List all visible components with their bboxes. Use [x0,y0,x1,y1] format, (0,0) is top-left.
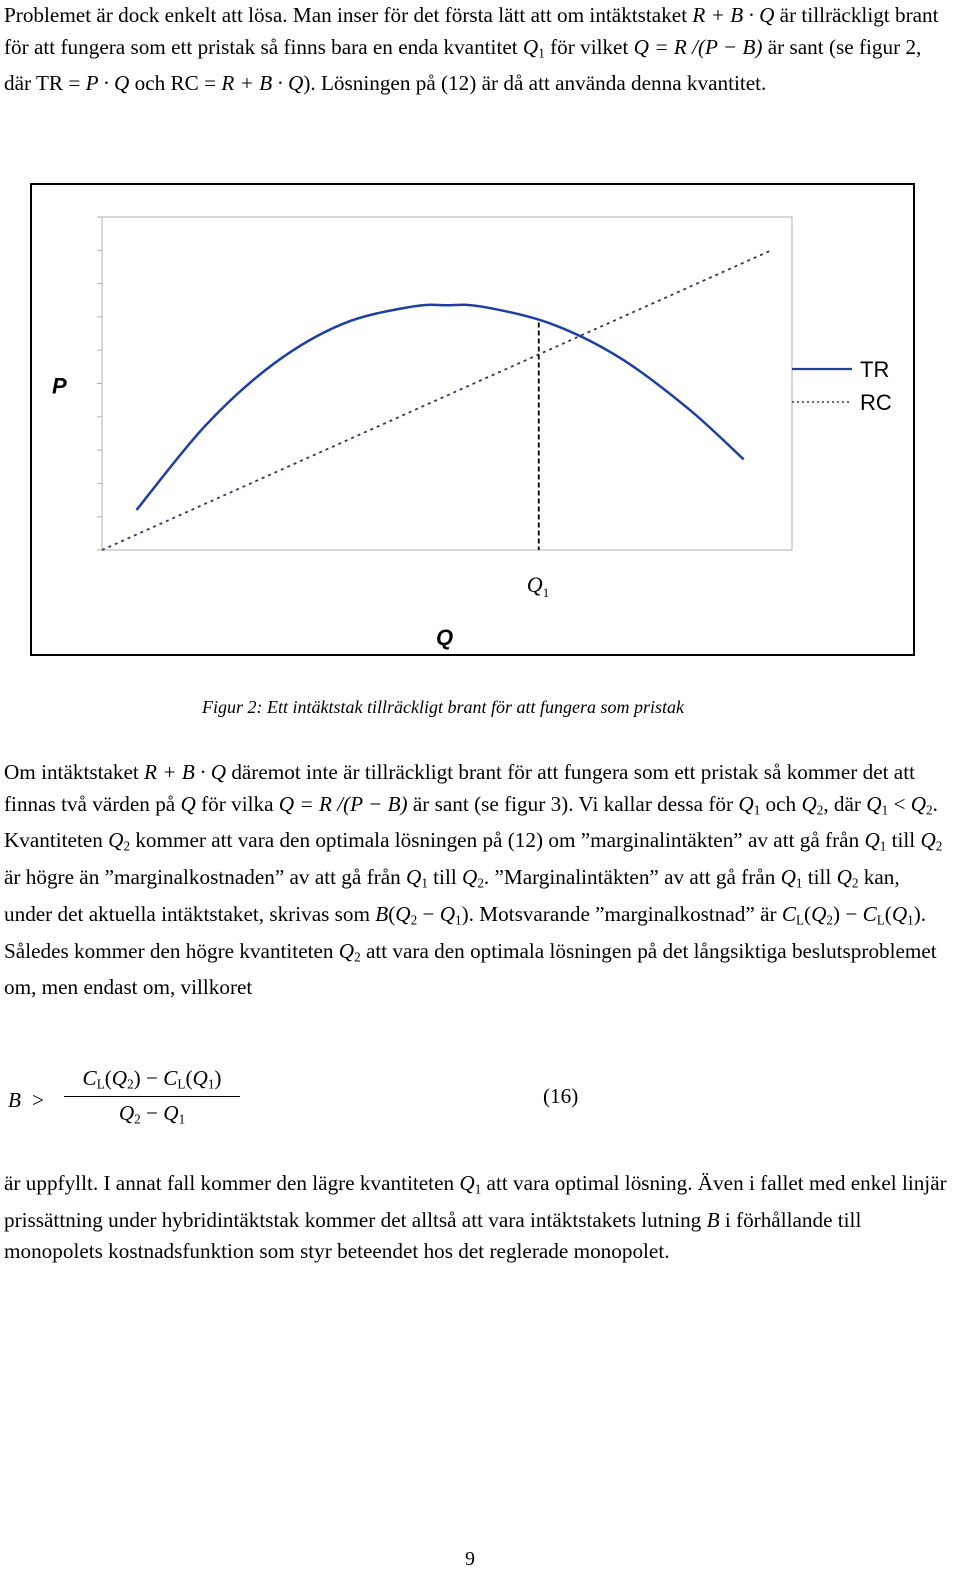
equation-denominator [64,1097,240,1127]
text-run: ). Motsvarande ”marginalkostnad” är [461,901,782,926]
series-rc-line [102,250,771,550]
subscript: 2 [123,838,131,854]
math-symbol: Q = R /(P − B) [278,791,408,816]
text-run: . Kvantiteten [4,791,938,853]
equation-number: (16) [543,1084,579,1108]
math-symbol: B [706,1207,720,1232]
math-symbol: Q [108,828,124,853]
subscript: 2 [134,1111,141,1127]
text-run: till [886,828,921,853]
subscript: 2 [826,912,833,928]
text-run: ( [185,1066,193,1090]
text-run: ) [214,1066,222,1090]
page-number: 9 [465,1548,475,1570]
math-symbol: R + B · Q [144,760,227,784]
text-run: ( [104,1066,112,1090]
paragraph-intro [4,0,952,100]
text-run: är sant (se figur 2, där TR = [4,34,922,96]
text-run: i förhållande till monopolets kostnadsfunktion som styr beteendet hos det reglerade monopolet. [4,1207,862,1264]
math-symbol: Q [111,1066,128,1090]
subscript: 2 [477,875,484,891]
q1-subscript: 1 [542,585,550,600]
text-run: Problemet är dock enkelt att lösa. Man inser för det första lätt att om intäktstaket [4,3,693,27]
math-symbol: Q [406,865,422,890]
text-run: ). Lösningen på (12) är då att använda denna kvantitet. [303,71,767,96]
figure-2-chart [30,183,915,656]
math-symbol: Q [920,828,936,853]
paragraph-conclusion [4,1168,952,1268]
math-symbol: Q [522,34,539,59]
subscript: 2 [354,948,361,964]
text-run: är sant (se figur 3). Vi kallar dessa för [407,791,739,816]
math-symbol: C [781,901,796,926]
math-symbol: Q [836,865,852,890]
math-symbol: Q [801,791,817,816]
subscript: 1 [207,1076,215,1092]
math-symbol: Q [738,791,754,816]
subscript: 1 [879,838,887,854]
text-run: , där [823,791,867,816]
math-symbol: Q [780,865,796,890]
text-run: däremot inte är tillräckligt brant för att fungera som ett pristak så kommer det att finnas två värden på [4,760,915,816]
text-run: . ”Marginalintäkten” av att gå från [483,865,781,890]
text-run: att vara den optimala lösningen på det långsiktiga beslutsproblemet om, men endast om, villkoret [4,938,937,1000]
text-run: ( [884,901,892,926]
text-run: ( [388,901,396,926]
text-run: för vilket [544,34,634,59]
subscript: 1 [421,875,428,891]
legend-label: TR [860,357,890,382]
subscript: 2 [816,801,824,817]
math-symbol: Q [180,791,196,816]
text-run: kommer att vara den optimala lösningen på (12) om ”marginalintäkten” av att gå från [130,828,865,853]
text-run: är uppfyllt. I annat fall kommer den lägre kvantiteten [4,1171,460,1195]
q1-label: Q [526,572,543,597]
text-run: < [888,791,911,816]
figure-caption: Figur 2: Ett intäktstak tillräckligt brant för att fungera som pristak [202,697,684,717]
math-symbol: Q [395,901,411,926]
chart-svg [32,185,913,654]
subscript: 1 [795,875,803,891]
equation-fraction [64,1066,240,1128]
math-symbol: Q [439,901,456,926]
math-symbol: Q [118,1101,135,1126]
subscript: 1 [538,44,545,60]
math-symbol: R + B · Q [692,3,775,27]
math-symbol: Q [459,1171,475,1195]
math-symbol: C [163,1066,178,1090]
math-symbol: Q [864,828,880,853]
subscript: 2 [410,912,418,928]
subscript: 1 [753,801,761,817]
subscript: 2 [926,801,933,817]
text-run: till [427,865,463,890]
subscript: L [796,912,805,928]
text-run: att vara optimal lösning. Även i fallet med enkel linjär prissättning under hybridintäktstak kommer det alltså att vara intäktstakets lutning [4,1171,947,1232]
text-run: och RC = [129,71,222,96]
series-tr-line [137,305,744,510]
equation-lhs: B [8,1088,21,1112]
math-symbol: C [862,901,877,926]
paragraph-two-quantities [4,757,952,1004]
subscript: 2 [851,875,859,891]
math-symbol: Q [192,1066,208,1090]
plot-area [102,217,792,550]
math-symbol: Q [338,938,355,963]
subscript: 1 [455,912,462,928]
text-run: ) − [832,901,863,926]
equation-relation: > [32,1088,44,1112]
text-run: − [417,901,440,926]
equation-numerator [64,1066,240,1097]
math-symbol: Q [811,901,827,926]
math-symbol: Q [163,1101,179,1126]
text-run: och [760,791,802,816]
math-symbol: Q [462,865,478,890]
math-symbol: Q [866,791,882,816]
text-run: är tillräckligt brant för att fungera som ett pristak så finns bara en enda kvantitet [4,3,939,59]
math-symbol: Q = R /(P − B) [633,34,763,59]
legend-label: RC [860,390,892,415]
math-symbol: Q [910,791,926,816]
text-run: ( [804,901,812,926]
text-run: kan, under det aktuella intäktstaket, skrivas som [4,865,900,926]
math-symbol: P · Q [85,71,130,96]
subscript: 2 [935,838,943,854]
subscript: L [876,912,885,928]
subscript: L [177,1076,186,1092]
text-run: ) − [133,1066,164,1090]
subscript: L [96,1076,105,1092]
text-run: − [140,1101,164,1126]
x-axis-label: Q [436,625,454,650]
text-run: är högre än ”marginalkostnaden” av att gå från [4,865,406,890]
text-run: till [802,865,837,890]
subscript: 2 [127,1076,134,1092]
text-run: ). Således kommer den högre kvantiteten [4,901,927,963]
subscript: 1 [881,801,889,817]
math-symbol: R + B · Q [221,71,304,96]
subscript: 1 [474,1181,482,1197]
math-symbol: C [82,1066,97,1090]
math-symbol: Q [891,901,908,926]
subscript: 1 [907,912,914,928]
subscript: 1 [178,1111,186,1127]
y-axis-label: P [52,373,67,399]
text-run: Om intäktstaket [4,760,145,784]
math-symbol: B [375,901,389,926]
text-run: för vilka [195,791,279,816]
